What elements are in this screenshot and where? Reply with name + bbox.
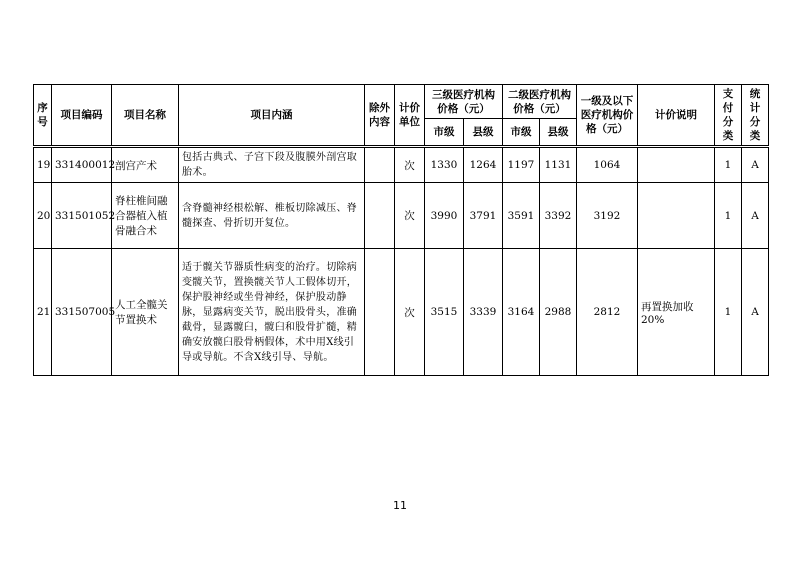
header-tier2-city: 市级: [503, 119, 540, 147]
cell-t3-county: 1264: [464, 147, 503, 183]
cell-name: 剖宫产术: [112, 147, 179, 183]
cell-t2-city: 3591: [503, 183, 540, 249]
cell-t3-county: 3791: [464, 183, 503, 249]
table-row: [34, 147, 769, 183]
cell-stat: A: [742, 249, 769, 376]
cell-note: 再置换加收20%: [638, 249, 715, 376]
cell-except: [365, 249, 395, 376]
cell-code: 331507005: [52, 249, 112, 376]
cell-t2-county: 2988: [540, 249, 577, 376]
table-row: [34, 183, 769, 249]
header-pay: 支付分类: [715, 85, 742, 147]
cell-t2-city: 3164: [503, 249, 540, 376]
cell-t2-city: 1197: [503, 147, 540, 183]
cell-note: [638, 183, 715, 249]
cell-t1: 2812: [577, 249, 638, 376]
cell-seq: 21: [34, 249, 52, 376]
cell-pay: 1: [715, 147, 742, 183]
header-tier3: 三级医疗机构价格（元）: [425, 85, 503, 119]
cell-stat: A: [742, 183, 769, 249]
cell-t1: 1064: [577, 147, 638, 183]
header-tier3-county: 县级: [464, 119, 503, 147]
cell-t1: 3192: [577, 183, 638, 249]
header-note: 计价说明: [638, 85, 715, 147]
cell-unit: 次: [395, 183, 425, 249]
cell-stat: A: [742, 147, 769, 183]
header-tier3-city: 市级: [425, 119, 464, 147]
cell-unit: 次: [395, 249, 425, 376]
cell-seq: 19: [34, 147, 52, 183]
header-code: 项目编码: [52, 85, 112, 147]
header-tier1: 一级及以下医疗机构价格（元）: [577, 85, 638, 147]
cell-content: 包括古典式、子宫下段及腹膜外剖宫取胎术。: [179, 147, 365, 183]
cell-t3-city: 3990: [425, 183, 464, 249]
cell-t3-city: 1330: [425, 147, 464, 183]
page-number: 11: [393, 499, 407, 512]
cell-code: 331501052: [52, 183, 112, 249]
price-table: [33, 84, 769, 376]
cell-t2-county: 3392: [540, 183, 577, 249]
cell-except: [365, 183, 395, 249]
cell-name: 人工全髋关节置换术: [112, 249, 179, 376]
cell-t3-county: 3339: [464, 249, 503, 376]
header-stat: 统计分类: [742, 85, 769, 147]
header-unit: 计价单位: [395, 85, 425, 147]
header-name: 项目名称: [112, 85, 179, 147]
cell-pay: 1: [715, 183, 742, 249]
cell-note: [638, 147, 715, 183]
cell-pay: 1: [715, 249, 742, 376]
cell-code: 331400012: [52, 147, 112, 183]
cell-content: 适于髋关节器质性病变的治疗。切除病变髋关节，置换髋关节人工假体切开，保护股神经或坐骨神经，保护股动静脉，显露病变关节，脱出股骨头，准确截骨，显露髋臼，髋臼和股骨扩髓，精确安放髋臼股骨柄假体，术中用X线引导或导航。不含X线引导、导航。: [179, 249, 365, 376]
cell-unit: 次: [395, 147, 425, 183]
cell-name: 脊柱椎间融合器植入植骨融合术: [112, 183, 179, 249]
cell-content: 含脊髓神经根松解、椎板切除减压、脊髓探查、骨折切开复位。: [179, 183, 365, 249]
cell-seq: 20: [34, 183, 52, 249]
table-row: [34, 249, 769, 376]
cell-t2-county: 1131: [540, 147, 577, 183]
header-except: 除外内容: [365, 85, 395, 147]
header-tier2-county: 县级: [540, 119, 577, 147]
cell-except: [365, 147, 395, 183]
cell-t3-city: 3515: [425, 249, 464, 376]
header-content: 项目内涵: [179, 85, 365, 147]
header-seq: 序号: [34, 85, 52, 147]
header-tier2: 二级医疗机构价格（元）: [503, 85, 577, 119]
